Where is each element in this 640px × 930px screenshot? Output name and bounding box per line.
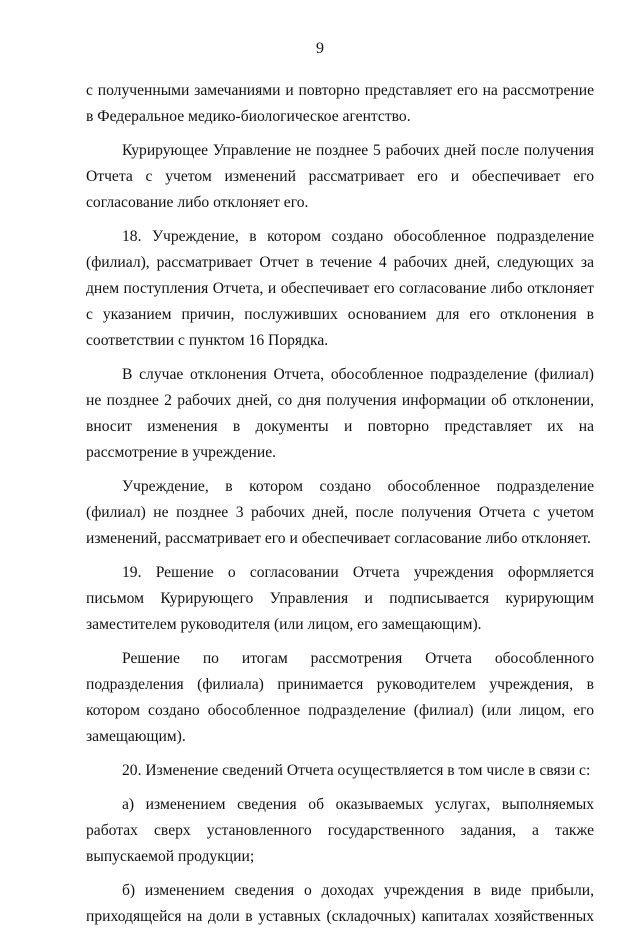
paragraph-curating-department-review: Курирующее Управление не позднее 5 рабочих дней после получения Отчета с учетом изменений рассматривает его и обеспечивает его согласование либо отклоняет его. [86,142,594,211]
paragraph-item-20-a: а) изменением сведения об оказываемых услугах, выполняемых работах сверх установленного государственного задания, а также выпускаемой продукции; [86,796,594,865]
document-body [86,78,594,930]
paragraph-institution-review: Учреждение, в котором создано обособленное подразделение (филиал) не позднее 3 рабочих дней, после получения Отчета с учетом изменений, рассматривает его и обеспечивает согласование либо отклоняет. [86,478,594,547]
paragraph-continuation: с полученными замечаниями и повторно представляет его на рассмотрение в Федеральное медико-биологическое агентство. [86,82,594,125]
paragraph-item-20-b: б) изменением сведения о доходах учреждения в виде прибыли, приходящейся на доли в уставных (складочных) капиталах хозяйственных [86,882,594,925]
paragraph-item-19: 19. Решение о согласовании Отчета учреждения оформляется письмом Курирующего Управления и подписывается курирующим заместителем руководителя (или лицом, его замещающим). [86,564,594,633]
paragraph-item-20: 20. Изменение сведений Отчета осуществляется в том числе в связи с: [122,762,591,779]
paragraph-branch-decision: Решение по итогам рассмотрения Отчета обособленного подразделения (филиала) принимается руководителем учреждения, в котором создано обособленное подразделение (филиал) (или лицом, его замещающим). [86,650,594,745]
paragraph-rejection-case: В случае отклонения Отчета, обособленное подразделение (филиал) не позднее 2 рабочих дней, со дня получения информации об отклонении, вносит изменения в документы и повторно представляет их на рассмотрение в учреждение. [86,366,594,461]
paragraph-item-18: 18. Учреждение, в котором создано обособленное подразделение (филиал), рассматривает Отчет в течение 4 рабочих дней, следующих за днем поступления Отчета, и обеспечивает его согласование либо отклоняет с указанием причин, послуживших основанием для его отклонения в соответствии с пунктом 16 Порядка. [86,228,594,349]
page-number: 9 [316,40,324,57]
